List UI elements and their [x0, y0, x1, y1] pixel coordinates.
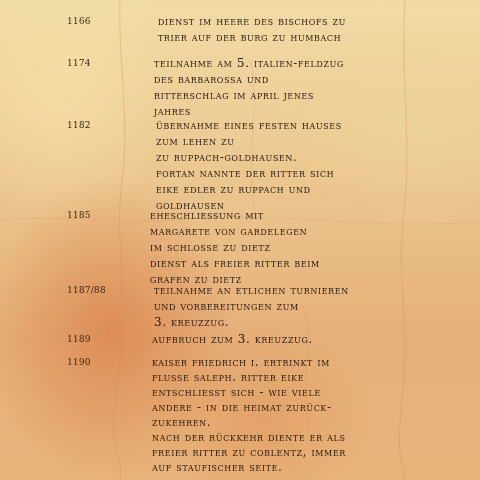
- entry-line: dienst im heere des bischofs zu: [158, 14, 347, 28]
- entry-line: andere - in die heimat zurück-: [152, 400, 332, 414]
- entry-line: auf staufischer seite.: [152, 460, 283, 474]
- entry-line: entschliesst sich - wie viele: [152, 385, 321, 399]
- entry-line: freier ritter zu coblentz, immer: [152, 445, 346, 459]
- entry-line: kaiser friedrich i. ertrinkt im: [152, 355, 330, 369]
- entry-line: eheschliessung mit: [150, 208, 264, 222]
- entry-line: eike edler zu ruppach und: [156, 182, 311, 196]
- entry-line: übernahme eines festen hauses: [156, 118, 342, 132]
- year-label: 1187/88: [67, 286, 106, 296]
- entry-line: zum lehen zu: [156, 134, 235, 148]
- entry-line: margarete von gardelegen: [150, 224, 308, 238]
- entry-line: des barbarossa und: [154, 72, 269, 86]
- entry-line: trier auf der burg zu humbach: [158, 30, 342, 44]
- entry-line: zu ruppach-goldhausen.: [156, 150, 298, 164]
- year-label: 1174: [67, 59, 91, 69]
- year-label: 1189: [67, 335, 91, 345]
- entry-line: 3. kreuzzug.: [154, 315, 230, 329]
- year-label: 1166: [67, 17, 91, 27]
- entry-line: jahres: [154, 104, 191, 118]
- year-label: 1182: [67, 121, 91, 131]
- entry-line: grafen zu dietz: [150, 272, 242, 286]
- year-label: 1185: [67, 211, 91, 221]
- year-label: 1190: [67, 358, 91, 368]
- entry-line: und vorbereitungen zum: [154, 299, 299, 313]
- entry-line: teilnahme am 5. italien-feldzug: [154, 56, 344, 70]
- entry-line: zukehren.: [152, 415, 212, 429]
- entry-line: ritterschlag im april jenes: [154, 88, 314, 102]
- entry-line: dienst als freier ritter beim: [150, 256, 320, 270]
- entry-line: aufbruch zum 3. kreuzzug.: [152, 332, 313, 346]
- entry-line: nach der rückkehr diente er als: [152, 430, 346, 444]
- entry-line: flusse saleph. ritter eike: [152, 370, 305, 384]
- entry-line: goldhausen: [156, 198, 225, 212]
- entry-line: im schlosse zu dietz: [150, 240, 271, 254]
- entry-line: teilnahme an etlichen turnieren: [154, 283, 349, 297]
- entry-line: fortan nannte der ritter sich: [156, 166, 335, 180]
